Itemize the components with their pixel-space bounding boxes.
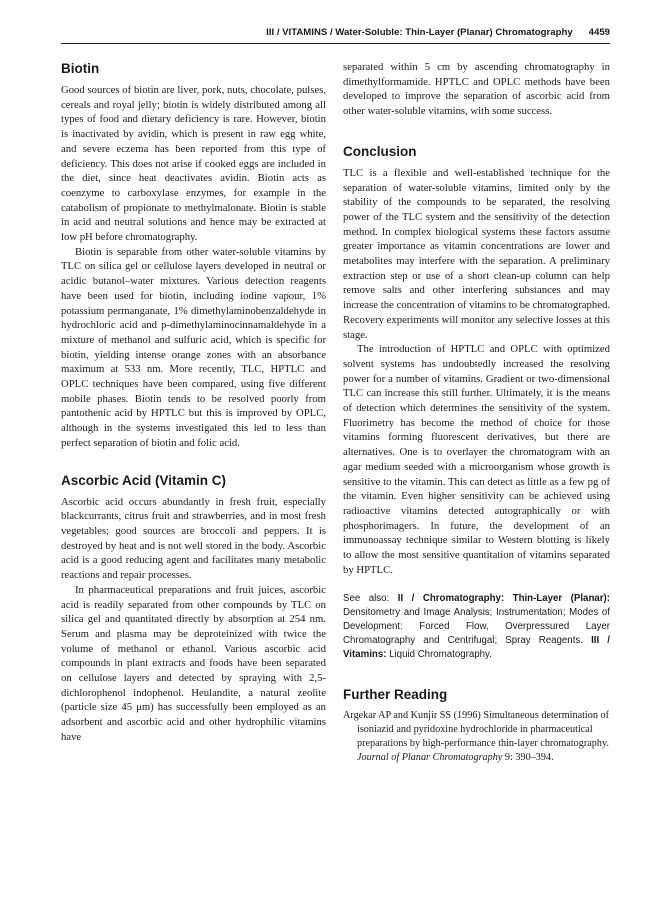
- running-header: [61, 27, 610, 44]
- reference-journal: Journal of Planar Chromatography: [357, 751, 503, 763]
- reference-entry: [343, 709, 610, 765]
- biotin-paragraph-2: Biotin is separable from other water-soluble vitamins by TLC on silica gel or cellulose layers developed in neutral or acidic butanol–water mixtures. Various detection reagents have been used for biotin, including iodine vapour, 1% potassium permanganate, 1% dimethylaminobenzaldehyde in hydrochloric acid and p-dimethylaminocinnamaldehyde in a mixture of methanol and sulfuric acid, which is specific for biotin, yielding intense orange zones with an absorbance maximum at 533 nm. More recently, TLC, HPTLC and OPLC techniques have been compared, using five different mobile phases. Biotin tends to be resolved poorly from pantothenic acid by HPTLC but this is improved by OPLC, although in the systems investigated this led to less than perfect separation of biotin and folic acid.: [61, 245, 326, 449]
- ascorbic-paragraph-1: Ascorbic acid occurs abundantly in fresh fruit, especially blackcurrants, citrus fruit and strawberries, and in most fresh vegetables; good sources are broccoli and peppers. It is destroyed by heat and is not well stored in the body. Ascorbic acid is a good reducing agent and facilitates many metabolic reactions and repair processes.: [61, 495, 326, 582]
- section-heading-conclusion: Conclusion: [343, 143, 417, 159]
- reference-text: Argekar AP and Kunjir SS (1996) Simultaneous determination of isoniazid and pyridoxine hydrochloride in pharmaceutical preparations by high-performance thin-layer chromatography.: [343, 709, 609, 749]
- section-heading-ascorbic-acid: Ascorbic Acid (Vitamin C): [61, 472, 227, 488]
- see-also-block: [343, 592, 610, 662]
- see-also-topics[interactable]: Densitometry and Image Analysis; Instrumentation; Modes of Development: Forced Flow, Overpressured Layer Chromatography and Centrifugal; Spray Reagents.: [343, 606, 610, 646]
- running-title: III / VITAMINS / Water-Soluble: Thin-Layer (Planar) Chromatography: [266, 27, 573, 38]
- see-also-link-vitamins[interactable]: III / Vitamins:: [343, 634, 610, 660]
- see-also-lead: See also:: [343, 592, 390, 604]
- section-heading-further-reading: Further Reading: [343, 686, 448, 702]
- section-heading-biotin: Biotin: [61, 61, 100, 76]
- reference-volume: 9:: [504, 751, 513, 763]
- conclusion-paragraph-1: TLC is a flexible and well-established technique for the separation of water-soluble vitamins, limited only by the stability of the compounds to be separated, the resolving power of the TLC system and the sensitivity of the detection method. In complex biological systems these factors assume greater importance as vitamin concentrations are lower and metabolites may interfere with the separation. A preliminary extraction step or use of a short clean-up column can help remove salts and other interfering substances and may increase the concentration of vitamins to be chromatographed. Recovery experiments will monitor any selective losses at this stage.: [343, 166, 610, 341]
- see-also-liquid-chromatography[interactable]: Liquid Chromatography.: [389, 648, 492, 660]
- conclusion-paragraph-2: The introduction of HPTLC and OPLC with optimized solvent systems has undoubtedly increased the resolving power for a number of vitamins. Gradient or two-dimensional TLC can increase this still further. Ultimately, it is the means of detection which determines the sensitivity of the system. Fluorimetry has become the method of choice for those vitamins forming fluorescent derivatives, but there are alternatives. One is to overlayer the chromatogram with an agar medium seeded with a microorganism whose growth is sensitive to the vitamin. This can detect as little as a few pg of the vitamin. Even higher sensitivity can be achieved using radioactive vitamins detected autographically or with phosphorimagers. In future, the development of an immunoassay technique similar to Western blotting is likely to allow the most sensitive quantitation of vitamins separated by HPTLC.: [343, 343, 610, 576]
- reference-pages: 390–394.: [515, 751, 554, 763]
- left-column: [61, 60, 326, 745]
- see-also-link-chromatography[interactable]: II / Chromatography: Thin-Layer (Planar):: [397, 592, 610, 604]
- ascorbic-paragraph-2: In pharmaceutical preparations and fruit juices, ascorbic acid is readily separated from other compounds by TLC on silica gel and quantitated directly by absorption at 254 nm. Serum and plasma may be deproteinized with twice the volume of methanol or ethanol. Various ascorbic acid compounds in plant extracts and foods have been separated on cellulose layers and detected by spraying with 2,5-dichlorophenol indophenol. Heulandite, a natural zeolite (particle size 45 μm) has successfully been employed as an adsorbent and ascorbic acid and other hydrophilic vitamins have: [61, 583, 326, 743]
- biotin-paragraph-1: Good sources of biotin are liver, pork, nuts, chocolate, pulses, cereals and royal jelly; biotin is widely distributed among all types of food and dietary deficiency is rare. However, biotin is inactivated by avidin, which is present in raw egg white, and severe eczema has been reported from this type of deficiency. This does not arise if cooked eggs are included in the diet, since heat deactivates avidin. Biotin acts as coenzyme to carboxylase enzymes, for example in the catabolism of propionate to methylmalonate. Biotin is stable in acid and neutral solutions and hence may be extracted at low pH before chromatography.: [61, 84, 326, 244]
- page-number: 4459: [588, 27, 610, 38]
- ascorbic-continuation: separated within 5 cm by ascending chromatography in dimethylformamide. HPTLC and OPLC methods have been developed to improve the separation of ascorbic acid from other water-soluble vitamins, with some success.: [343, 61, 610, 118]
- right-column: [343, 60, 610, 765]
